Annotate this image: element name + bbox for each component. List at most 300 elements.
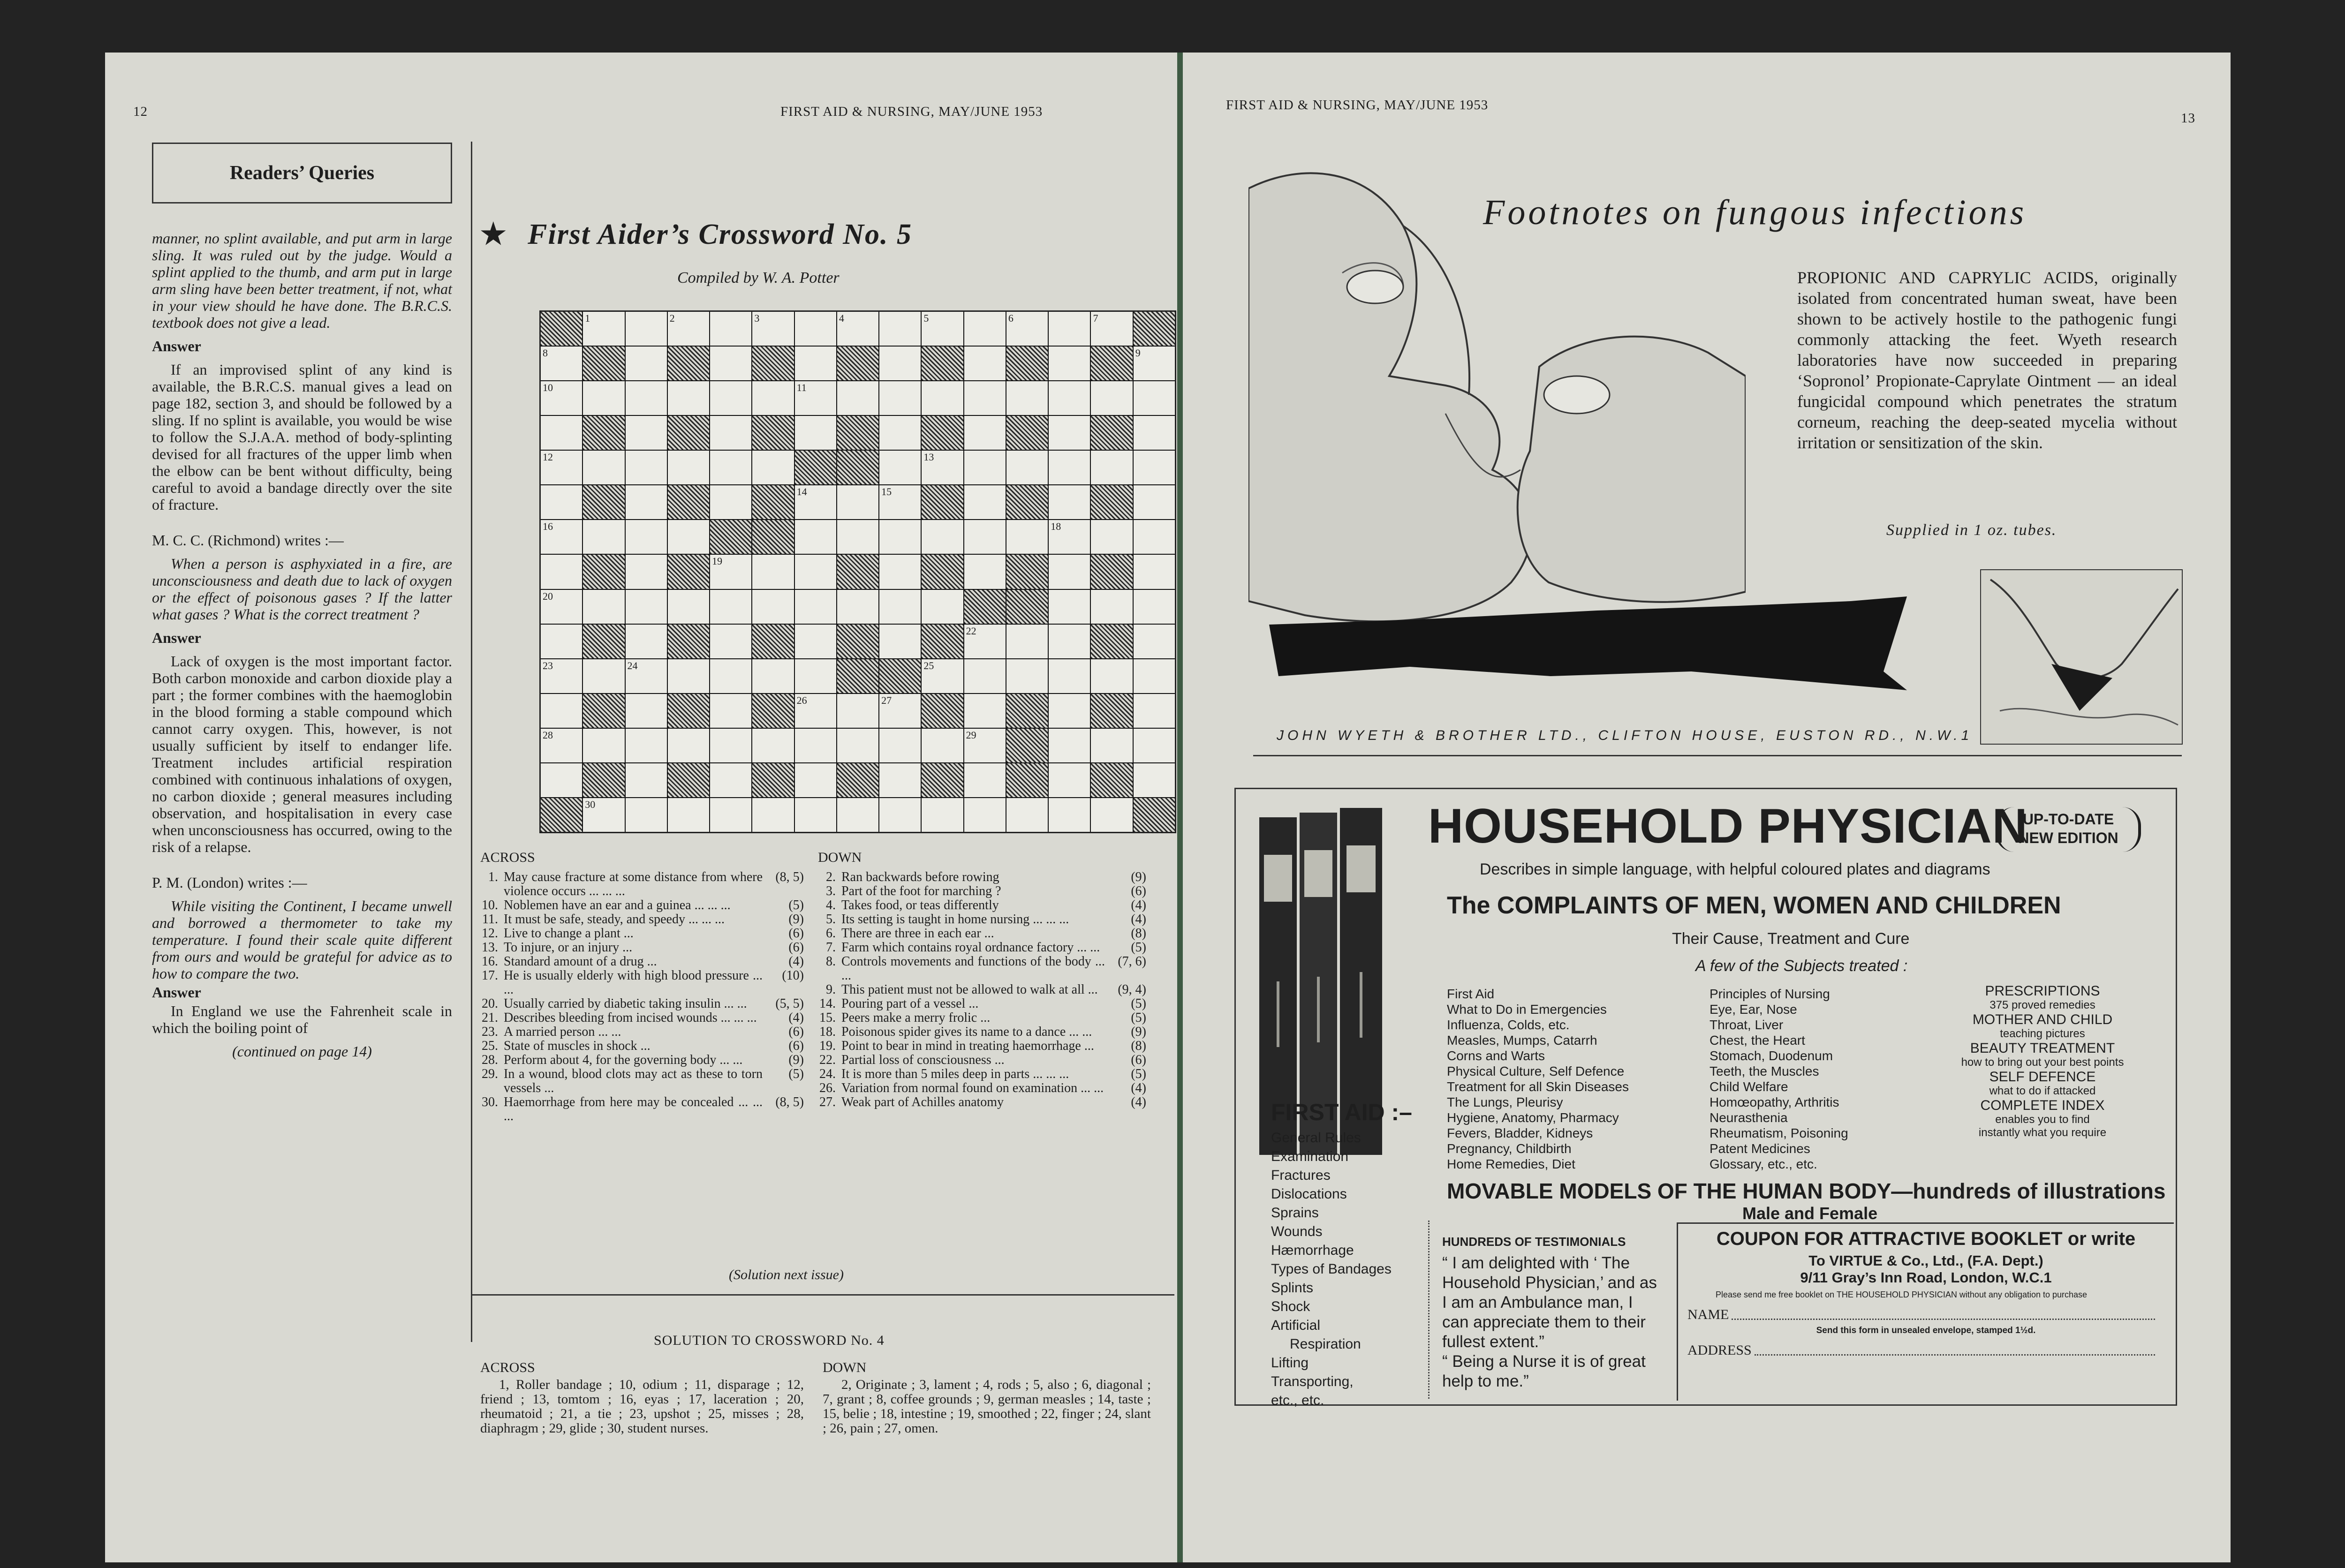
grid-cell[interactable] xyxy=(837,312,878,346)
grid-cell[interactable] xyxy=(1091,451,1132,484)
grid-cell[interactable] xyxy=(1134,555,1175,588)
grid-cell[interactable] xyxy=(752,312,794,346)
physician-complaints: The COMPLAINTS OF MEN, WOMEN AND CHILDREN xyxy=(1447,892,2061,919)
grid-block xyxy=(668,763,709,797)
grid-cell[interactable] xyxy=(583,659,624,693)
clue-text: Weak part of Achilles anatomy xyxy=(841,1095,1004,1109)
grid-block xyxy=(1006,729,1048,762)
grid-cell[interactable] xyxy=(879,485,921,519)
clue-text: Part of the foot for marching ? xyxy=(841,884,1001,898)
answer-1-text: If an improvised splint of any kind is available, the B.R.C.S. manual gives a lead on page 182, section 3, and should be followed by a sling. If no splint is available, you would be wise to follow the S.J.A.A. method of body-splinting devised for all fractures of the upper limb when the elbow can be bent without difficulty, being careful to avoid a bandage directly over the site of fracture. xyxy=(152,361,452,513)
address-field[interactable] xyxy=(1687,1342,2155,1358)
clue-text: Noblemen have an ear and a guinea ... ... ... xyxy=(504,898,731,912)
grid-cell[interactable] xyxy=(922,798,963,832)
grid-cell[interactable] xyxy=(879,729,921,762)
grid-cell[interactable] xyxy=(626,763,667,797)
grid-cell[interactable] xyxy=(541,451,582,484)
clue-number: 6 xyxy=(1008,312,1014,324)
grid-cell[interactable] xyxy=(1134,520,1175,554)
clue-row xyxy=(480,1067,804,1095)
grid-cell[interactable] xyxy=(583,451,624,484)
grid-cell[interactable] xyxy=(583,381,624,415)
grid-cell[interactable] xyxy=(752,590,794,624)
grid-cell[interactable] xyxy=(626,485,667,519)
grid-block xyxy=(583,416,624,450)
grid-cell[interactable] xyxy=(541,485,582,519)
grid-cell[interactable] xyxy=(795,347,836,380)
grid-cell[interactable] xyxy=(752,659,794,693)
grid-cell[interactable] xyxy=(1134,485,1175,519)
grid-cell[interactable] xyxy=(668,659,709,693)
grid-cell[interactable] xyxy=(1049,763,1090,797)
grid-cell[interactable] xyxy=(1049,485,1090,519)
clue-number: 3. xyxy=(826,884,836,898)
grid-cell[interactable] xyxy=(1134,625,1175,658)
grid-cell[interactable] xyxy=(964,347,1006,380)
clue-length: (4) xyxy=(788,1010,804,1025)
clue-number: 7 xyxy=(1093,312,1098,324)
grid-cell[interactable] xyxy=(541,590,582,624)
grid-block xyxy=(583,763,624,797)
clue-row xyxy=(818,1039,1146,1053)
clue-text: It is more than 5 miles deep in parts ... ... ... xyxy=(841,1067,1069,1081)
coupon-address: 9/11 Gray’s Inn Road, London, W.C.1 xyxy=(1800,1269,2052,1286)
grid-cell[interactable] xyxy=(1006,798,1048,832)
grid-cell[interactable] xyxy=(1134,590,1175,624)
physician-subtitle: Describes in simple language, with helpful coloured plates and diagrams xyxy=(1480,860,1990,878)
grid-cell[interactable] xyxy=(1091,590,1132,624)
grid-cell[interactable] xyxy=(1006,381,1048,415)
grid-cell[interactable] xyxy=(541,520,582,554)
clue-row xyxy=(818,955,1146,983)
grid-cell[interactable] xyxy=(1134,694,1175,728)
grid-cell[interactable] xyxy=(1091,798,1132,832)
grid-block xyxy=(583,347,624,380)
clue-text: Variation from normal found on examination ... ... xyxy=(841,1081,1104,1095)
grid-cell[interactable] xyxy=(583,312,624,346)
answer-3-label: Answer xyxy=(152,984,201,1001)
clue-number: 16. xyxy=(482,954,498,969)
grid-cell[interactable] xyxy=(541,555,582,588)
grid-cell[interactable] xyxy=(879,451,921,484)
grid-cell[interactable] xyxy=(1091,312,1132,346)
address-label: ADDRESS xyxy=(1687,1342,1752,1358)
grid-cell[interactable] xyxy=(668,798,709,832)
clue-text: Farm which contains royal ordnance factory ... ... xyxy=(841,940,1100,955)
grid-cell[interactable] xyxy=(795,798,836,832)
grid-cell[interactable] xyxy=(879,625,921,658)
grid-cell[interactable] xyxy=(1134,659,1175,693)
grid-cell[interactable] xyxy=(837,485,878,519)
grid-cell[interactable] xyxy=(1049,520,1090,554)
grid-cell[interactable] xyxy=(964,625,1006,658)
grid-cell[interactable] xyxy=(879,763,921,797)
grid-cell[interactable] xyxy=(795,694,836,728)
list-item: Physical Culture, Self Defence xyxy=(1447,1064,1625,1078)
grid-cell[interactable] xyxy=(1091,381,1132,415)
list-item: Homœopathy, Arthritis xyxy=(1710,1095,1839,1109)
grid-cell[interactable] xyxy=(879,520,921,554)
grid-cell[interactable] xyxy=(795,625,836,658)
grid-cell[interactable] xyxy=(837,520,878,554)
grid-cell[interactable] xyxy=(752,451,794,484)
grid-cell[interactable] xyxy=(1049,555,1090,588)
query-3-from: P. M. (London) writes :— xyxy=(152,874,307,891)
grid-cell[interactable] xyxy=(668,520,709,554)
grid-cell[interactable] xyxy=(752,729,794,762)
clue-number: 12 xyxy=(543,451,553,463)
grid-block xyxy=(922,555,963,588)
grid-cell[interactable] xyxy=(1049,590,1090,624)
wyeth-headline: Footnotes on fungous infections xyxy=(1483,193,2027,232)
grid-cell[interactable] xyxy=(1006,520,1048,554)
grid-cell[interactable] xyxy=(964,451,1006,484)
grid-cell[interactable] xyxy=(795,590,836,624)
clue-number: 26 xyxy=(796,694,807,706)
grid-cell[interactable] xyxy=(710,694,751,728)
clue-row xyxy=(480,927,804,941)
grid-cell[interactable] xyxy=(1091,520,1132,554)
grid-cell[interactable] xyxy=(964,416,1006,450)
clue-row xyxy=(480,941,804,955)
grid-cell[interactable] xyxy=(964,555,1006,588)
grid-cell[interactable] xyxy=(964,763,1006,797)
list-item: Glossary, etc., etc. xyxy=(1710,1157,1817,1171)
grid-cell[interactable] xyxy=(1049,347,1090,380)
grid-cell[interactable] xyxy=(668,451,709,484)
grid-block xyxy=(1006,763,1048,797)
grid-cell[interactable] xyxy=(1049,625,1090,658)
grid-block xyxy=(837,347,878,380)
grid-cell[interactable] xyxy=(1134,763,1175,797)
grid-block xyxy=(668,416,709,450)
clue-number: 14. xyxy=(819,996,836,1011)
grid-cell[interactable] xyxy=(626,729,667,762)
grid-cell[interactable] xyxy=(626,416,667,450)
clue-length: (6) xyxy=(1131,884,1146,898)
grid-cell[interactable] xyxy=(710,729,751,762)
clue-number: 16 xyxy=(543,520,553,533)
grid-cell[interactable] xyxy=(1049,416,1090,450)
list-item: MOTHER AND CHILD xyxy=(1972,1012,2113,1027)
clue-length: (6) xyxy=(788,940,804,955)
list-item: Rheumatism, Poisoning xyxy=(1710,1126,1848,1140)
grid-cell[interactable] xyxy=(626,590,667,624)
grid-cell[interactable] xyxy=(1049,659,1090,693)
edition-badge xyxy=(1996,807,2141,852)
list-item: PRESCRIPTIONS xyxy=(1985,983,2100,999)
grid-cell[interactable] xyxy=(752,381,794,415)
grid-cell[interactable] xyxy=(964,694,1006,728)
grid-cell[interactable] xyxy=(1091,659,1132,693)
clue-number: 30 xyxy=(585,798,596,810)
grid-cell[interactable] xyxy=(795,312,836,346)
grid-cell[interactable] xyxy=(837,381,878,415)
list-item: Influenza, Colds, etc. xyxy=(1447,1018,1570,1032)
query-3-text: While visiting the Continent, I became unwell and borrowed a thermometer to take my temperature. I found their scale quite different from ours and would be grateful for advice as to how to compare the two. xyxy=(152,897,452,982)
grid-cell[interactable] xyxy=(710,347,751,380)
clue-length: (9) xyxy=(788,1053,804,1067)
grid-block xyxy=(922,347,963,380)
grid-cell[interactable] xyxy=(541,381,582,415)
grid-cell[interactable] xyxy=(922,312,963,346)
readers-queries-title: Readers’ Queries xyxy=(229,162,375,184)
grid-cell[interactable] xyxy=(1134,381,1175,415)
grid-cell[interactable] xyxy=(964,520,1006,554)
grid-cell[interactable] xyxy=(922,729,963,762)
physician-cause: Their Cause, Treatment and Cure xyxy=(1672,930,1910,948)
clue-number: 21. xyxy=(482,1010,498,1025)
grid-block xyxy=(1091,347,1132,380)
grid-cell[interactable] xyxy=(922,590,963,624)
grid-cell[interactable] xyxy=(710,625,751,658)
clue-length: (6) xyxy=(788,926,804,941)
clue-number: 9 xyxy=(1135,347,1141,359)
grid-cell[interactable] xyxy=(668,729,709,762)
clue-number: 15 xyxy=(881,486,892,498)
clue-text: Its setting is taught in home nursing ... ... ... xyxy=(841,912,1069,927)
clue-text: Takes food, or teas differently xyxy=(841,898,999,912)
grid-cell[interactable] xyxy=(837,694,878,728)
grid-cell[interactable] xyxy=(626,312,667,346)
grid-cell[interactable] xyxy=(1006,312,1048,346)
grid-block xyxy=(922,416,963,450)
grid-cell[interactable] xyxy=(1006,625,1048,658)
clue-length: (4) xyxy=(1131,912,1146,927)
name-label: NAME xyxy=(1687,1307,1729,1322)
list-item: Pregnancy, Childbirth xyxy=(1447,1141,1572,1156)
clue-length: (5) xyxy=(788,1067,804,1081)
grid-cell[interactable] xyxy=(1091,729,1132,762)
grid-cell[interactable] xyxy=(1049,798,1090,832)
grid-cell[interactable] xyxy=(710,763,751,797)
name-line xyxy=(1732,1319,2155,1320)
grid-cell[interactable] xyxy=(626,347,667,380)
grid-cell[interactable] xyxy=(964,485,1006,519)
subjects-column-3 xyxy=(1925,983,2160,1139)
clue-number: 1. xyxy=(488,870,498,884)
grid-block xyxy=(1091,555,1132,588)
grid-cell[interactable] xyxy=(626,798,667,832)
grid-cell[interactable] xyxy=(668,590,709,624)
clue-number: 22. xyxy=(819,1053,836,1067)
query-2-from: M. C. C. (Richmond) writes :— xyxy=(152,532,344,549)
list-item: Hygiene, Anatomy, Pharmacy xyxy=(1447,1110,1619,1125)
clue-row xyxy=(818,884,1146,898)
grid-cell[interactable] xyxy=(795,485,836,519)
query-1-text: manner, no splint available, and put arm in large sling. It was ruled out by the judge. Would a splint applied to the thumb, and arm put in large arm sling have been better treatment, if not, what in your view should he have done. The B.R.C.S. textbook does not give a lead. xyxy=(152,230,452,331)
grid-block xyxy=(837,555,878,588)
grid-cell[interactable] xyxy=(879,694,921,728)
grid-cell[interactable] xyxy=(837,590,878,624)
grid-cell[interactable] xyxy=(583,590,624,624)
grid-cell[interactable] xyxy=(626,625,667,658)
grid-cell[interactable] xyxy=(922,451,963,484)
clue-length: (9, 4) xyxy=(1118,982,1146,997)
grid-cell[interactable] xyxy=(795,381,836,415)
grid-cell[interactable] xyxy=(668,381,709,415)
grid-cell[interactable] xyxy=(795,555,836,588)
grid-cell[interactable] xyxy=(541,416,582,450)
grid-cell[interactable] xyxy=(583,729,624,762)
subjects-column-2 xyxy=(1710,986,1916,1172)
list-item: 375 proved remedies xyxy=(1989,999,2095,1011)
grid-cell[interactable] xyxy=(1006,451,1048,484)
wyeth-supplied: Supplied in 1 oz. tubes. xyxy=(1886,521,2057,539)
grid-cell[interactable] xyxy=(710,555,751,588)
clue-row xyxy=(818,1081,1146,1095)
clue-number: 13 xyxy=(923,451,934,463)
list-item: what to do if attacked xyxy=(1989,1085,2096,1097)
grid-cell[interactable] xyxy=(668,312,709,346)
grid-cell[interactable] xyxy=(837,729,878,762)
clue-number: 20. xyxy=(482,996,498,1011)
grid-cell[interactable] xyxy=(964,659,1006,693)
grid-cell[interactable] xyxy=(879,555,921,588)
grid-cell[interactable] xyxy=(1006,659,1048,693)
grid-cell[interactable] xyxy=(710,312,751,346)
grid-cell[interactable] xyxy=(795,729,836,762)
grid-cell[interactable] xyxy=(964,798,1006,832)
grid-cell[interactable] xyxy=(626,451,667,484)
grid-cell[interactable] xyxy=(879,312,921,346)
list-item: Stomach, Duodenum xyxy=(1710,1048,1833,1063)
name-field[interactable] xyxy=(1687,1307,2155,1323)
grid-block xyxy=(583,555,624,588)
clue-text: Standard amount of a drug ... xyxy=(504,954,657,969)
grid-block xyxy=(879,659,921,693)
grid-cell[interactable] xyxy=(922,520,963,554)
clue-text: Perform about 4, for the governing body ... ... xyxy=(504,1053,743,1067)
grid-cell[interactable] xyxy=(795,416,836,450)
grid-cell[interactable] xyxy=(710,381,751,415)
list-item: General Rules xyxy=(1271,1130,1361,1146)
grid-cell[interactable] xyxy=(1049,729,1090,762)
clue-length: (9) xyxy=(1131,870,1146,884)
list-item: Eye, Ear, Nose xyxy=(1710,1002,1797,1017)
grid-cell[interactable] xyxy=(710,485,751,519)
grid-block xyxy=(1006,347,1048,380)
grid-cell[interactable] xyxy=(626,659,667,693)
grid-cell[interactable] xyxy=(752,798,794,832)
grid-cell[interactable] xyxy=(795,520,836,554)
grid-cell[interactable] xyxy=(964,381,1006,415)
grid-block xyxy=(922,485,963,519)
grid-cell[interactable] xyxy=(626,520,667,554)
grid-cell[interactable] xyxy=(752,555,794,588)
list-item: Sprains xyxy=(1271,1205,1319,1221)
down-heading: DOWN xyxy=(818,850,862,865)
list-item: BEAUTY TREATMENT xyxy=(1970,1040,2115,1056)
clue-text: Controls movements and functions of the body ... ... xyxy=(841,954,1105,983)
grid-cell[interactable] xyxy=(583,798,624,832)
clue-row xyxy=(480,1053,804,1067)
grid-cell[interactable] xyxy=(541,659,582,693)
list-item: First Aid xyxy=(1447,987,1495,1001)
list-item: Shock xyxy=(1271,1299,1310,1314)
grid-cell[interactable] xyxy=(879,347,921,380)
grid-block xyxy=(1091,625,1132,658)
clue-number: 2. xyxy=(826,870,836,884)
grid-cell[interactable] xyxy=(1049,451,1090,484)
grid-cell[interactable] xyxy=(626,381,667,415)
clue-number: 24 xyxy=(627,659,638,671)
grid-cell[interactable] xyxy=(1049,694,1090,728)
clue-length: (10) xyxy=(782,968,804,983)
grid-cell[interactable] xyxy=(541,763,582,797)
grid-cell[interactable] xyxy=(922,659,963,693)
grid-cell[interactable] xyxy=(541,347,582,380)
clue-row xyxy=(480,1011,804,1025)
clue-number: 6. xyxy=(826,926,836,941)
grid-cell[interactable] xyxy=(710,451,751,484)
grid-cell[interactable] xyxy=(710,590,751,624)
grid-cell[interactable] xyxy=(1134,729,1175,762)
readers-queries-column xyxy=(152,230,452,1066)
grid-cell[interactable] xyxy=(541,694,582,728)
solution-note: (Solution next issue) xyxy=(729,1267,844,1282)
clue-row xyxy=(818,1067,1146,1081)
grid-block xyxy=(541,312,582,346)
grid-cell[interactable] xyxy=(626,555,667,588)
grid-cell[interactable] xyxy=(879,798,921,832)
grid-cell[interactable] xyxy=(541,625,582,658)
grid-cell[interactable] xyxy=(626,694,667,728)
grid-block xyxy=(1006,590,1048,624)
grid-cell[interactable] xyxy=(922,381,963,415)
grid-cell[interactable] xyxy=(837,798,878,832)
clue-length: (5) xyxy=(1131,1067,1146,1081)
grid-cell[interactable] xyxy=(879,416,921,450)
grid-cell[interactable] xyxy=(1049,381,1090,415)
grid-block xyxy=(922,694,963,728)
grid-cell[interactable] xyxy=(1134,451,1175,484)
list-item: Home Remedies, Diet xyxy=(1447,1157,1575,1171)
grid-cell[interactable] xyxy=(1049,312,1090,346)
answer-3-text: In England we use the Fahrenheit scale in which the boiling point of xyxy=(152,1003,452,1036)
grid-cell[interactable] xyxy=(964,312,1006,346)
grid-cell[interactable] xyxy=(879,590,921,624)
clue-length: (9) xyxy=(788,912,804,927)
clue-number: 11. xyxy=(482,912,498,927)
grid-cell[interactable] xyxy=(710,416,751,450)
grid-cell[interactable] xyxy=(795,763,836,797)
list-item: Patent Medicines xyxy=(1710,1141,1810,1156)
clue-number: 23 xyxy=(543,659,553,671)
clue-length: (5) xyxy=(788,898,804,912)
grid-block xyxy=(752,520,794,554)
grid-cell[interactable] xyxy=(710,798,751,832)
clue-text: This patient must not be allowed to walk at all ... xyxy=(841,982,1098,997)
grid-block xyxy=(583,694,624,728)
list-item: Transporting, xyxy=(1271,1374,1354,1389)
grid-cell[interactable] xyxy=(710,659,751,693)
first-aid-list xyxy=(1271,1129,1392,1410)
coupon-box xyxy=(1677,1222,2174,1401)
grid-block xyxy=(1006,694,1048,728)
grid-cell[interactable] xyxy=(964,729,1006,762)
grid-cell[interactable] xyxy=(1134,347,1175,380)
grid-cell[interactable] xyxy=(583,520,624,554)
column-rule xyxy=(471,142,472,1342)
grid-cell[interactable] xyxy=(879,381,921,415)
clue-number: 1 xyxy=(585,312,590,324)
grid-cell[interactable] xyxy=(795,659,836,693)
list-item: Fevers, Bladder, Kidneys xyxy=(1447,1126,1593,1140)
grid-block xyxy=(837,416,878,450)
grid-cell[interactable] xyxy=(1134,416,1175,450)
grid-cell[interactable] xyxy=(541,729,582,762)
